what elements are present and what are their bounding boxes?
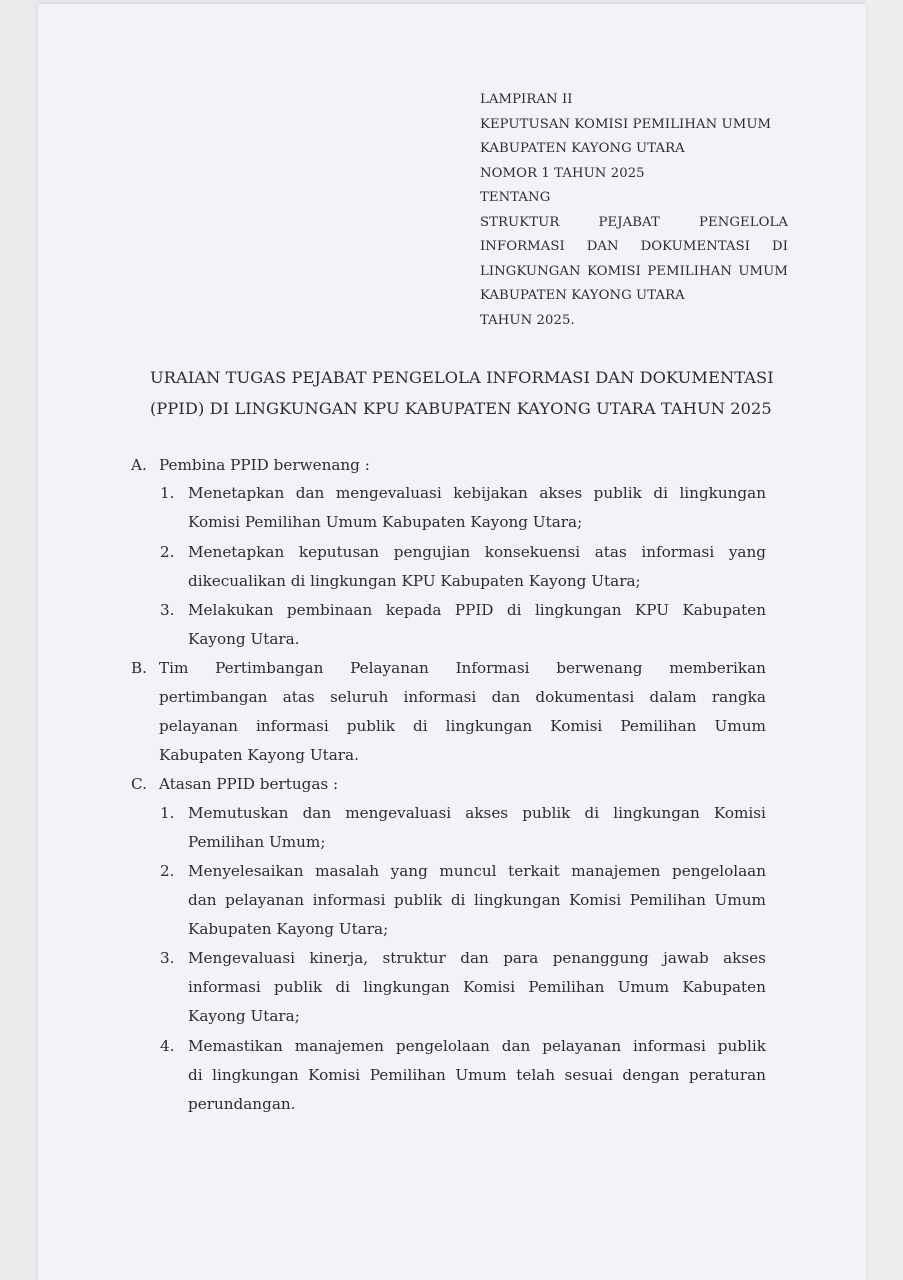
lampiran-line: KABUPATEN KAYONG UTARA bbox=[480, 141, 685, 156]
word: UMUM bbox=[738, 263, 788, 279]
word: masalah bbox=[315, 862, 380, 880]
word: Komisi bbox=[463, 978, 516, 996]
word: telah bbox=[516, 1066, 556, 1084]
word: Melakukan bbox=[188, 601, 274, 619]
word: para bbox=[503, 949, 539, 967]
word: memberikan bbox=[669, 659, 766, 677]
section-c-item-line bbox=[188, 1066, 766, 1084]
word: DOKUMENTASI bbox=[640, 239, 751, 254]
section-c-item-line bbox=[188, 804, 766, 822]
word: lingkungan bbox=[474, 891, 561, 909]
word: lingkungan bbox=[679, 484, 766, 502]
word: kinerja, bbox=[309, 949, 369, 967]
word: pelayanan bbox=[159, 717, 238, 735]
section-a-item-line: Kayong Utara. bbox=[188, 630, 300, 648]
word: Umum bbox=[714, 891, 766, 909]
section-c-item-line: Pemilihan Umum; bbox=[188, 833, 326, 851]
word: di bbox=[188, 1066, 203, 1084]
word: informasi bbox=[641, 543, 715, 561]
section-a-item-line bbox=[188, 543, 766, 561]
word: publik bbox=[593, 484, 642, 502]
word: peraturan bbox=[688, 1066, 766, 1084]
word: atas bbox=[282, 688, 315, 706]
word: dan bbox=[460, 949, 489, 967]
section-a-marker: A. bbox=[131, 456, 147, 474]
word: Tim bbox=[159, 659, 189, 677]
word: di bbox=[653, 484, 668, 502]
word: rangka bbox=[711, 688, 766, 706]
word: manajemen bbox=[571, 862, 661, 880]
word: Mengevaluasi bbox=[188, 949, 296, 967]
word: jawab bbox=[663, 949, 709, 967]
word: Menetapkan bbox=[188, 484, 285, 502]
word: sesuai bbox=[564, 1066, 613, 1084]
section-c-item-line bbox=[188, 949, 766, 967]
word: Komisi bbox=[308, 1066, 361, 1084]
word: pengelolaan bbox=[672, 862, 766, 880]
section-a-item-line: dikecualikan di lingkungan KPU Kabupaten Kayong Utara; bbox=[188, 572, 641, 590]
word: dan bbox=[501, 1037, 531, 1055]
word: publik bbox=[394, 891, 443, 909]
word: dengan bbox=[622, 1066, 680, 1084]
lampiran-line: KABUPATEN KAYONG UTARA bbox=[480, 288, 685, 303]
section-c-item-line: Kayong Utara; bbox=[188, 1007, 300, 1025]
section-c-item-number: 2. bbox=[160, 862, 175, 880]
section-c-item-number: 4. bbox=[160, 1037, 175, 1055]
word: dan bbox=[295, 484, 325, 502]
section-b-line bbox=[159, 717, 766, 735]
lampiran-line: NOMOR 1 TAHUN 2025 bbox=[480, 165, 645, 181]
word: penanggung bbox=[552, 949, 649, 967]
word: publik bbox=[274, 978, 323, 996]
word: Pertimbangan bbox=[215, 659, 324, 677]
word: yang bbox=[390, 862, 428, 880]
word: informasi bbox=[633, 1037, 706, 1055]
word: Pemilihan bbox=[629, 891, 706, 909]
word: akses bbox=[465, 804, 509, 822]
section-b-marker: B. bbox=[131, 659, 147, 677]
word: akses bbox=[539, 484, 583, 502]
word: di bbox=[413, 717, 428, 735]
word: struktur bbox=[382, 949, 446, 967]
word: pembinaan bbox=[286, 601, 373, 619]
word: informasi bbox=[312, 891, 386, 909]
title-line-1: URAIAN TUGAS PEJABAT PENGELOLA INFORMASI DAN DOKUMENTASI bbox=[150, 368, 774, 387]
word: seluruh bbox=[330, 688, 389, 706]
word: Pemilihan bbox=[620, 717, 697, 735]
word: manajemen bbox=[294, 1037, 384, 1055]
section-c-item-number: 1. bbox=[160, 804, 175, 822]
word: pertimbangan bbox=[159, 688, 268, 706]
section-c-item-line: perundangan. bbox=[188, 1095, 296, 1113]
word: Informasi bbox=[455, 659, 530, 677]
word: KPU bbox=[634, 601, 670, 619]
word: berwenang bbox=[556, 659, 643, 677]
word: Menyelesaikan bbox=[188, 862, 304, 880]
word: kepada bbox=[385, 601, 442, 619]
word: di bbox=[335, 978, 351, 996]
section-c-item-line bbox=[188, 891, 766, 909]
section-b-line bbox=[159, 659, 766, 677]
word: terkait bbox=[508, 862, 560, 880]
word: lingkungan bbox=[534, 601, 622, 619]
word: lingkungan bbox=[212, 1066, 299, 1084]
word: PPID bbox=[454, 601, 494, 619]
word: kebijakan bbox=[453, 484, 528, 502]
word: informasi bbox=[188, 978, 261, 996]
word: Kabupaten bbox=[682, 978, 766, 996]
section-c-item-number: 3. bbox=[160, 949, 175, 967]
word: Komisi bbox=[550, 717, 603, 735]
word: DI bbox=[772, 239, 788, 254]
word: mengevaluasi bbox=[335, 484, 442, 502]
word: KOMISI bbox=[587, 263, 641, 279]
section-a-item-number: 2. bbox=[160, 543, 175, 561]
word: atas bbox=[594, 543, 627, 561]
word: STRUKTUR bbox=[480, 214, 560, 230]
word: Memastikan bbox=[188, 1037, 283, 1055]
word: PENGELOLA bbox=[699, 214, 788, 230]
word: lingkungan bbox=[363, 978, 450, 996]
section-a-item-number: 3. bbox=[160, 601, 175, 619]
word: dan bbox=[302, 804, 332, 822]
section-a-item-line bbox=[188, 484, 766, 502]
word: Menetapkan bbox=[188, 543, 285, 561]
word: PEJABAT bbox=[598, 214, 660, 230]
word: akses bbox=[723, 949, 766, 967]
section-c-item-line bbox=[188, 1037, 766, 1055]
section-c-heading: Atasan PPID bertugas : bbox=[159, 775, 339, 793]
word: Umum bbox=[455, 1066, 507, 1084]
section-a-item-line bbox=[188, 601, 766, 619]
word: INFORMASI bbox=[480, 239, 565, 254]
word: keputusan bbox=[298, 543, 380, 561]
word: yang bbox=[728, 543, 766, 561]
word: dan bbox=[491, 688, 521, 706]
lampiran-line: TENTANG bbox=[480, 190, 551, 205]
word: di bbox=[450, 891, 466, 909]
word: lingkungan bbox=[613, 804, 700, 822]
word: Umum bbox=[714, 717, 766, 735]
title-line-2: (PPID) DI LINGKUNGAN KPU KABUPATEN KAYONG UTARA TAHUN 2025 bbox=[150, 399, 772, 418]
word: Kabupaten bbox=[682, 601, 766, 619]
word: DAN bbox=[586, 239, 619, 254]
word: Komisi bbox=[713, 804, 766, 822]
word: PEMILIHAN bbox=[647, 263, 732, 279]
word: Pelayanan bbox=[350, 659, 429, 677]
word: Memutuskan bbox=[188, 804, 289, 822]
section-c-item-line: Kabupaten Kayong Utara; bbox=[188, 920, 389, 938]
word: publik bbox=[522, 804, 571, 822]
section-a-heading: Pembina PPID berwenang : bbox=[159, 456, 370, 474]
word: Pemilihan bbox=[369, 1066, 446, 1084]
word: pengujian bbox=[393, 543, 471, 561]
word: Pemilihan bbox=[528, 978, 605, 996]
word: dalam bbox=[649, 688, 697, 706]
section-c-item-line bbox=[188, 978, 766, 996]
word: pelayanan bbox=[542, 1037, 622, 1055]
word: konsekuensi bbox=[484, 543, 581, 561]
word: publik bbox=[717, 1037, 766, 1055]
word: pengelolaan bbox=[395, 1037, 490, 1055]
word: dan bbox=[188, 891, 217, 909]
word: lingkungan bbox=[445, 717, 533, 735]
word: Komisi bbox=[569, 891, 622, 909]
section-a-item-number: 1. bbox=[160, 484, 175, 502]
word: Umum bbox=[617, 978, 670, 996]
word: pelayanan bbox=[225, 891, 305, 909]
section-c-item-line bbox=[188, 862, 766, 880]
word: informasi bbox=[255, 717, 329, 735]
lampiran-line: TAHUN 2025. bbox=[480, 312, 575, 328]
word: publik bbox=[346, 717, 395, 735]
word: di bbox=[506, 601, 522, 619]
section-b-line: Kabupaten Kayong Utara. bbox=[159, 746, 359, 764]
section-c-marker: C. bbox=[131, 775, 147, 793]
section-a-item-line: Komisi Pemilihan Umum Kabupaten Kayong Utara; bbox=[188, 513, 583, 531]
word: informasi bbox=[403, 688, 477, 706]
lampiran-line: KEPUTUSAN KOMISI PEMILIHAN UMUM bbox=[480, 116, 772, 132]
word: LINGKUNGAN bbox=[480, 263, 581, 279]
word: mengevaluasi bbox=[345, 804, 452, 822]
word: muncul bbox=[439, 862, 497, 880]
word: di bbox=[584, 804, 600, 822]
section-b-line bbox=[159, 688, 766, 706]
word: dokumentasi bbox=[535, 688, 635, 706]
lampiran-line: LAMPIRAN II bbox=[480, 92, 573, 107]
